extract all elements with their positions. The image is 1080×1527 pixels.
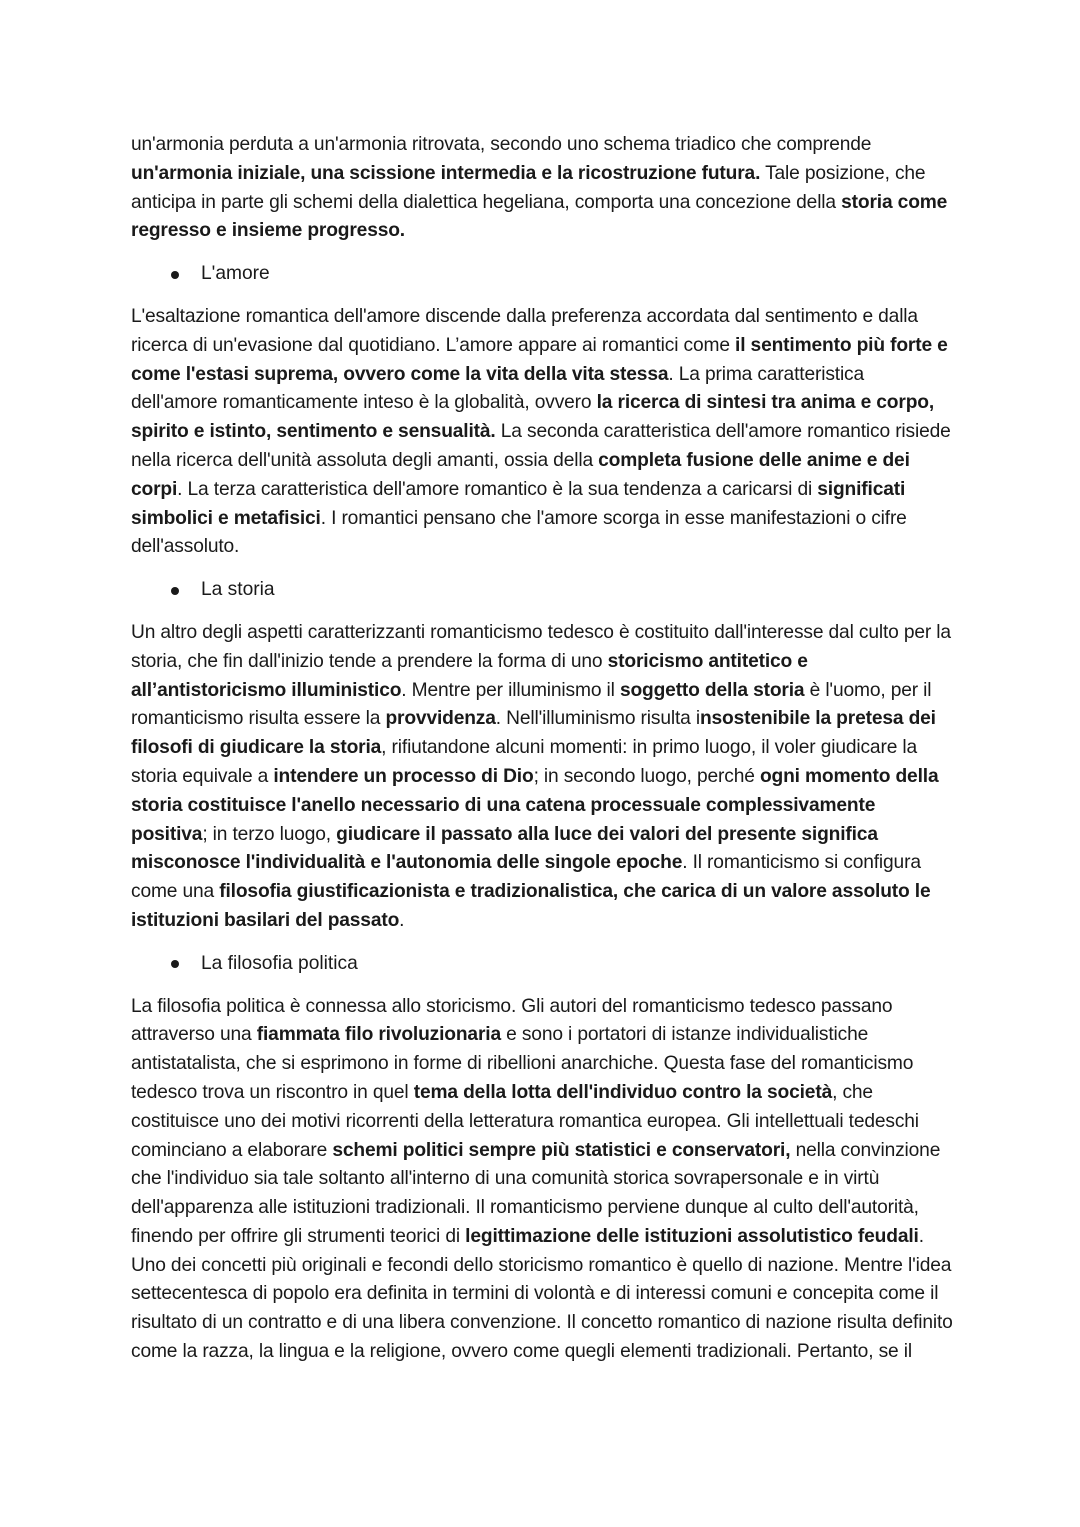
- text-segment: . Mentre per illuminismo il: [401, 679, 620, 701]
- bold-text-segment: nsostenibile la pretesa dei filosofi di giudicare la storia: [131, 708, 936, 759]
- text-segment: un'armonia perduta a un'armonia ritrovata, secondo uno schema triadico che comprende: [131, 134, 872, 155]
- bold-text-segment: provvidenza: [385, 708, 496, 730]
- text-segment: La filosofia politica è connessa allo storicismo. Gli autori del romanticismo tedesco passano attraverso una: [131, 995, 893, 1046]
- text-segment: , rifiutandone alcuni momenti: in primo luogo, il voler giudicare la storia equivale a: [131, 737, 918, 787]
- bold-text-segment: soggetto della storia: [619, 679, 805, 701]
- text-segment: ; in secondo luogo, perché: [533, 765, 760, 787]
- text-segment: . La terza caratteristica dell'amore romantico è la sua tendenza a caricarsi di: [177, 478, 818, 500]
- bold-text-segment: tema della lotta dell'individuo contro la società: [413, 1081, 833, 1103]
- text-segment: e sono i portatori di istanze individualistiche antistatalista, che si esprimono in forme di ribellioni anarchiche. Questa fase del romanticismo tedesco trova un riscontro in quel: [131, 1024, 914, 1103]
- bullet-amore: [131, 260, 954, 289]
- bold-text-segment: significati simbolici e metafisici: [131, 478, 906, 529]
- bullet-label: La storia: [201, 579, 275, 601]
- text-segment: . I romantici pensano che l'amore scorga in esse manifestazioni o cifre dell'assoluto.: [131, 507, 907, 558]
- text-segment: . Nell'illuminismo risulta i: [495, 708, 700, 730]
- bullet-dot-icon: [171, 960, 179, 968]
- bullet-label: La filosofia politica: [201, 952, 358, 974]
- paragraph-intro: [131, 131, 954, 246]
- bullet-dot-icon: [171, 271, 179, 279]
- text-segment: , che costituisce uno dei motivi ricorrenti della letteratura romantica europea. Gli intellettuali tedeschi cominciano a elaborare: [131, 1081, 919, 1161]
- text-segment: è l'uomo, per il romanticismo risulta essere la: [131, 679, 932, 730]
- bullet-dot-icon: [171, 587, 179, 595]
- bullet-filosofia-politica: [131, 950, 954, 979]
- text-segment: Tale posizione, che anticipa in parte gli schemi della dialettica hegeliana, comporta una concezione della: [131, 162, 926, 213]
- bold-text-segment: storia come regresso e insieme progresso.: [131, 191, 948, 242]
- bullet-storia: [131, 576, 954, 605]
- paragraph-filosofia-politica: [131, 993, 954, 1367]
- text-segment: . La prima caratteristica dell'amore romanticamente inteso è la globalità, ovvero: [131, 363, 865, 414]
- bold-text-segment: il sentimento più forte e come l'estasi suprema, ovvero come la vita della vita stessa: [131, 334, 948, 385]
- paragraph-storia: [131, 619, 954, 936]
- bold-text-segment: la ricerca di sintesi tra anima e corpo, spirito e istinto, sentimento e sensualità.: [131, 392, 935, 443]
- bold-text-segment: giudicare il passato alla luce dei valori del presente significa misconosce l'individualità e l'autonomia delle singole epoche: [131, 823, 878, 874]
- text-segment: L'esaltazione romantica dell'amore discende dalla preferenza accordata dal sentimento e dalla ricerca di un'evasione dal quotidiano. L’amore appare ai romantici come: [131, 305, 918, 356]
- text-segment: . Uno dei concetti più originali e fecondi dello storicismo romantico è quello di nazione. Mentre l'idea settecentesca di popolo era definita in termini di volontà e di interessi comuni e concepita come il risultato di un contratto e di una libera convenzione. Il concetto romantico di nazione risulta definito come la razza, la lingua e la religione, ovvero come quegli elementi tradizionali. Pertanto, se il: [131, 1225, 953, 1363]
- bold-text-segment: ogni momento della storia costituisce l'anello necessario di una catena processuale complessivamente positiva: [131, 765, 939, 845]
- bold-text-segment: completa fusione delle anime e dei corpi: [131, 449, 910, 500]
- text-segment: La seconda caratteristica dell'amore romantico risiede nella ricerca dell'unità assoluta degli amanti, ossia della: [131, 421, 951, 471]
- text-segment: . Il romanticismo si configura come una: [131, 852, 921, 903]
- bold-text-segment: un'armonia iniziale, una scissione intermedia e la ricostruzione futura.: [131, 162, 761, 184]
- paragraph-amore: [131, 303, 954, 562]
- bold-text-segment: storicismo antitetico e all’antistoricismo illuministico: [131, 650, 808, 701]
- text-segment: nella convinzione che l'individuo sia tale soltanto all'interno di una comunità storica sovrapersonale e in virtù dell'apparenza alle istituzioni tradizionali. Il romanticismo perviene dunque al culto dell'autorità, finendo per offrire gli strumenti teorici di: [131, 1139, 941, 1247]
- text-segment: Un altro degli aspetti caratterizzanti romanticismo tedesco è costituito dall'interesse dal culto per la storia, che fin dall'inizio tende a prendere la forma di uno: [131, 621, 951, 672]
- bold-text-segment: filosofia giustificazionista e tradizionalistica, che carica di un valore assoluto le istituzioni basilari del passato: [131, 881, 931, 931]
- bold-text-segment: legittimazione delle istituzioni assolutistico feudali: [465, 1225, 919, 1247]
- bold-text-segment: schemi politici sempre più statistici e conservatori,: [332, 1139, 791, 1161]
- bold-text-segment: fiammata filo rivoluzionaria: [256, 1024, 501, 1046]
- text-segment: ; in terzo luogo,: [202, 823, 337, 845]
- bold-text-segment: intendere un processo di Dio: [273, 765, 534, 787]
- text-segment: .: [399, 909, 405, 931]
- bullet-label: L'amore: [201, 263, 270, 285]
